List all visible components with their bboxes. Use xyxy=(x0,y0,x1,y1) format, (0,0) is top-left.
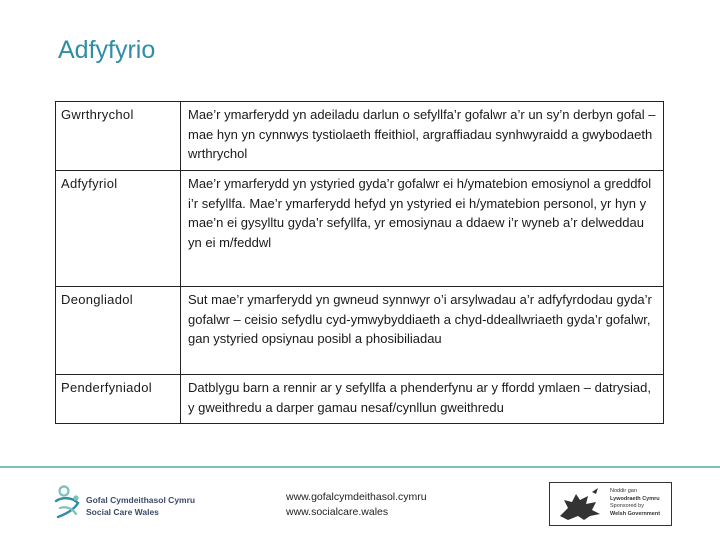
table-row xyxy=(56,102,664,171)
social-care-wales-logo xyxy=(52,484,202,524)
term-cell: Gwrthrychol xyxy=(56,102,181,171)
contact-block xyxy=(286,490,427,520)
description-cell: Mae’r ymarferydd yn ystyried gyda’r gofalwr ei h/ymatebion emosiynol a greddfol i’r sefyllfa. Mae’r ymarferydd hefyd yn ystyried ei h/ymatebion personol, yr hyn y mae’n ei gysylltu gyda’r sefyllfa, yr emosiynau a ddaew i’r wyneb a’r delweddau yn ei m/feddwl xyxy=(181,171,664,287)
logo-line-welsh: Gofal Cymdeithasol Cymru xyxy=(86,495,196,505)
sponsor-line-4: Welsh Government xyxy=(610,510,661,517)
care-figure-icon xyxy=(52,484,84,524)
page-title: Adfyfyrio xyxy=(58,36,156,64)
welsh-government-logo xyxy=(549,482,672,526)
logo-line-english: Social Care Wales xyxy=(86,507,159,517)
website-link-welsh[interactable]: www.gofalcymdeithasol.cymru xyxy=(286,491,427,503)
description-cell: Datblygu barn a rennir ar y sefyllfa a phenderfynu ar y ffordd ymlaen – datrysiad, y gweithredu a darper gamau nesaf/cynllun gweithredu xyxy=(181,375,664,424)
sponsor-line-3: Sponsored by xyxy=(610,503,644,509)
website-link-english[interactable]: www.socialcare.wales xyxy=(286,506,389,518)
description-cell: Mae’r ymarferydd yn adeiladu darlun o sefyllfa’r gofalwr a’r un sy’n derbyn gofal – mae hyn yn cynnwys tystiolaeth ffeithiol, argraffiadau synhwyraidd a gwybodaeth wrthrychol xyxy=(181,102,664,171)
reflection-table xyxy=(55,101,664,424)
table-row xyxy=(56,171,664,287)
sponsor-line-1: Noddir gan xyxy=(610,488,637,494)
sponsor-line-2: Lywodraeth Cymru xyxy=(610,495,660,502)
footer-divider xyxy=(0,466,720,468)
table-row xyxy=(56,287,664,375)
term-cell: Penderfyniadol xyxy=(56,375,181,424)
table-row xyxy=(56,375,664,424)
term-cell: Adfyfyriol xyxy=(56,171,181,287)
term-cell: Deongliadol xyxy=(56,287,181,375)
description-cell: Sut mae’r ymarferydd yn gwneud synnwyr o’i arsylwadau a’r adfyfyrdodau gyda’r gofalwr – ceisio sefydlu cyd-ymwybyddiaeth a chyd-ddeallwriaeth gyda’r gofalwr, gan ystyried opsiynau posibl a phosibiliadau xyxy=(181,287,664,375)
dragon-icon xyxy=(554,486,606,524)
